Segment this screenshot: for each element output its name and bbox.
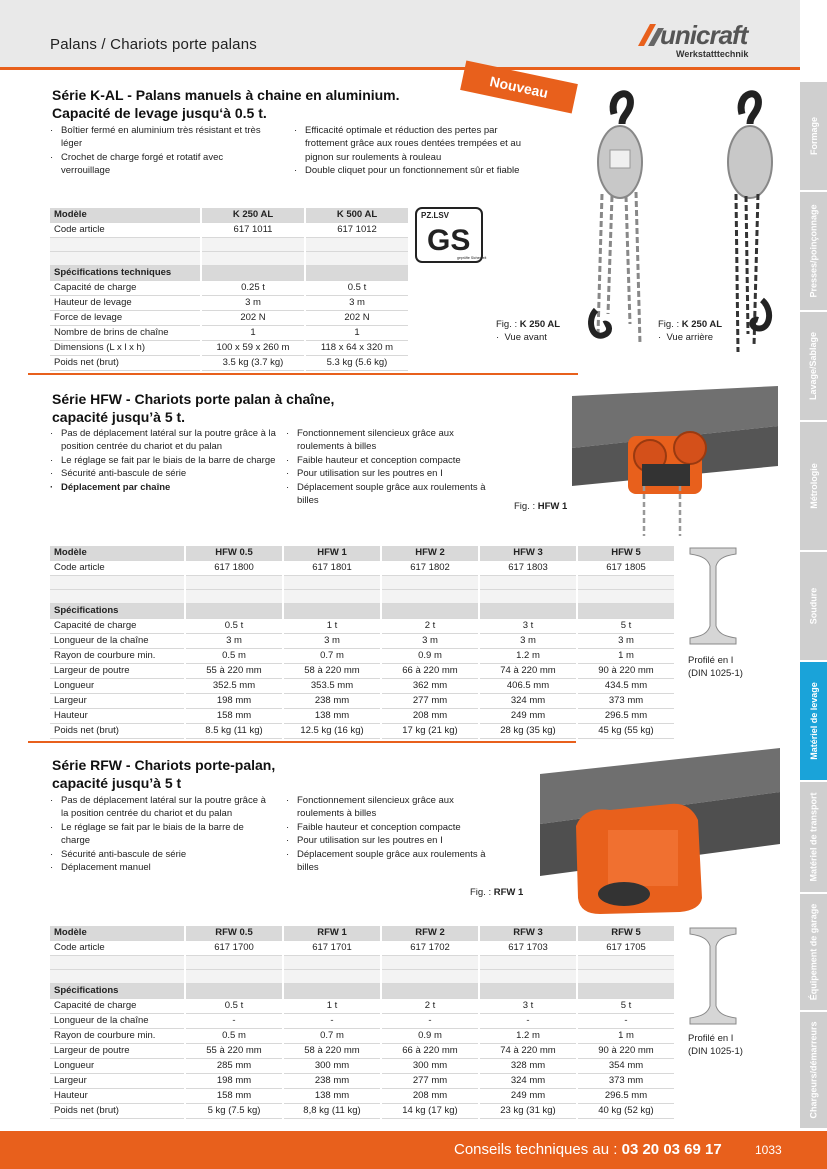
tab-label: Matériel de levage — [808, 682, 819, 760]
table-cell: 0.5 t — [186, 619, 282, 634]
table-cell: Hauteur — [50, 1089, 184, 1104]
table-row — [50, 1059, 674, 1074]
hfw-title — [52, 390, 334, 426]
table-cell: 328 mm — [480, 1059, 576, 1074]
table-cell: 66 à 220 mm — [382, 664, 478, 679]
table-row — [50, 999, 674, 1014]
kal-spec-table — [48, 208, 410, 371]
gs-mark: GS — [427, 224, 471, 257]
table-cell: 238 mm — [284, 694, 380, 709]
table-cell: 617 1705 — [578, 941, 674, 956]
hfw-title-line2: capacité jusqu’à 5 t. — [52, 409, 186, 425]
table-cell: 1 t — [284, 619, 380, 634]
table-cell: 0.5 t — [186, 999, 282, 1014]
table-cell: Code article — [50, 223, 200, 238]
table-cell: HFW 5 — [578, 546, 674, 561]
table-cell: HFW 2 — [382, 546, 478, 561]
table-cell: 23 kg (31 kg) — [480, 1104, 576, 1119]
table-subheader-row — [50, 984, 674, 999]
hfw-features-left — [50, 427, 276, 494]
tab-soudure[interactable] — [800, 552, 827, 662]
table-cell: HFW 1 — [284, 546, 380, 561]
fig-sub: Vue avant — [504, 332, 547, 343]
tab-label: Équipement de garage — [808, 903, 819, 1001]
table-cell: 3 m — [578, 634, 674, 649]
table-cell: Hauteur de levage — [50, 296, 200, 311]
tab-label: Presses/poinçonnage — [808, 204, 819, 298]
table-cell: K 250 AL — [202, 208, 304, 223]
table-cell: HFW 3 — [480, 546, 576, 561]
table-cell: Largeur de poutre — [50, 664, 184, 679]
table-cell: RFW 5 — [578, 926, 674, 941]
list-item: · Sécurité anti-bascule de série — [50, 848, 270, 861]
fig-prefix: Fig. : — [514, 501, 536, 512]
table-cell: 1.2 m — [480, 649, 576, 664]
header-rule — [0, 67, 800, 70]
table-header-row — [50, 546, 674, 561]
table-cell: 617 1700 — [186, 941, 282, 956]
table-cell: Nombre de brins de chaîne — [50, 326, 200, 341]
table-row — [50, 576, 674, 590]
list-item: · Crochet de charge forgé et rotatif avec verrouillage — [50, 151, 270, 178]
tab-lavage[interactable] — [800, 312, 827, 422]
kal-title — [52, 86, 400, 122]
table-cell: 1 — [202, 326, 304, 341]
table-cell: Capacité de charge — [50, 999, 184, 1014]
table-row — [50, 341, 408, 356]
page-footer — [0, 1131, 827, 1169]
hoist-front-image — [578, 84, 658, 356]
list-item: · Fonctionnement silencieux grâce aux roulements à billes — [286, 427, 496, 454]
brand-subtitle: Werkstatttechnik — [676, 49, 749, 59]
table-cell: HFW 0.5 — [186, 546, 282, 561]
tab-materiel-transport[interactable] — [800, 782, 827, 894]
table-cell: - — [480, 1014, 576, 1029]
table-cell: - — [284, 1014, 380, 1029]
table-row — [50, 649, 674, 664]
table-header-row — [50, 208, 408, 223]
hfw-trolley-image — [572, 386, 778, 538]
table-cell: 5 t — [578, 619, 674, 634]
table-cell: 28 kg (35 kg) — [480, 724, 576, 739]
table-cell: 300 mm — [284, 1059, 380, 1074]
table-cell: 434.5 mm — [578, 679, 674, 694]
table-cell: 198 mm — [186, 694, 282, 709]
table-cell: 617 1703 — [480, 941, 576, 956]
table-subheader-row — [50, 604, 674, 619]
table-cell: 617 1801 — [284, 561, 380, 576]
table-cell: 8,8 kg (11 kg) — [284, 1104, 380, 1119]
fig-prefix: Fig. : — [470, 887, 492, 898]
table-row — [50, 679, 674, 694]
list-item: · Le réglage se fait par le biais de la barre de charge — [50, 821, 270, 848]
table-cell: 90 à 220 mm — [578, 1044, 674, 1059]
table-cell: 5 t — [578, 999, 674, 1014]
rfw-features-right — [286, 794, 496, 874]
table-cell: Spécifications techniques — [50, 266, 200, 281]
table-cell: Longueur — [50, 679, 184, 694]
rfw-profile-caption — [688, 1032, 743, 1058]
table-cell: Capacité de charge — [50, 281, 200, 296]
table-cell: 202 N — [202, 311, 304, 326]
table-cell: 0.7 m — [284, 1029, 380, 1044]
list-item: · Faible hauteur et conception compacte — [286, 821, 496, 834]
table-row — [50, 561, 674, 576]
kal-features-left — [50, 124, 270, 178]
table-cell: 40 kg (52 kg) — [578, 1104, 674, 1119]
tab-label: Lavage/Sablage — [808, 331, 819, 401]
tab-presses[interactable] — [800, 192, 827, 312]
table-cell: 353.5 mm — [284, 679, 380, 694]
profile-caption-line1: Profilé en I — [688, 655, 734, 666]
table-cell: RFW 0.5 — [186, 926, 282, 941]
table-cell: Largeur — [50, 694, 184, 709]
table-cell: 100 x 59 x 260 m — [202, 341, 304, 356]
table-row — [50, 1104, 674, 1119]
table-row — [50, 634, 674, 649]
rfw-fig-caption — [470, 886, 523, 899]
table-cell: Rayon de courbure min. — [50, 1029, 184, 1044]
table-row — [50, 724, 674, 739]
table-cell: 3 m — [382, 634, 478, 649]
table-cell: 202 N — [306, 311, 408, 326]
table-row — [50, 252, 408, 266]
table-cell: 118 x 64 x 320 m — [306, 341, 408, 356]
table-cell: 1.2 m — [480, 1029, 576, 1044]
list-item: · Déplacement souple grâce aux roulements à billes — [286, 848, 496, 875]
table-row — [50, 238, 408, 252]
tab-equipement-garage[interactable] — [800, 894, 827, 1012]
table-cell: 373 mm — [578, 694, 674, 709]
table-cell: 0.25 t — [202, 281, 304, 296]
table-cell: 0.5 m — [186, 1029, 282, 1044]
table-cell: 617 1805 — [578, 561, 674, 576]
table-cell: Poids net (brut) — [50, 724, 184, 739]
table-cell: 3.5 kg (3.7 kg) — [202, 356, 304, 371]
table-cell: 373 mm — [578, 1074, 674, 1089]
cert-sub-text: geprüfte Sicherheit — [457, 256, 487, 260]
table-cell: 138 mm — [284, 709, 380, 724]
table-cell: 324 mm — [480, 1074, 576, 1089]
fig-name: HFW 1 — [537, 501, 568, 512]
table-cell: RFW 1 — [284, 926, 380, 941]
table-cell: 300 mm — [382, 1059, 478, 1074]
list-item: · Déplacement par chaîne — [50, 481, 276, 494]
table-cell: 296.5 mm — [578, 1089, 674, 1104]
table-cell: 12.5 kg (16 kg) — [284, 724, 380, 739]
fig-prefix: Fig. : — [496, 319, 518, 330]
table-cell: 0.9 m — [382, 1029, 478, 1044]
kal-title-line1: Série K-AL - Palans manuels à chaine en aluminium. — [52, 87, 400, 103]
table-cell: 617 1702 — [382, 941, 478, 956]
table-cell: Longueur de la chaîne — [50, 634, 184, 649]
table-row — [50, 1044, 674, 1059]
rfw-trolley-image — [540, 748, 780, 918]
hfw-fig-caption — [514, 500, 567, 513]
table-cell: 3 m — [306, 296, 408, 311]
tab-label: Formage — [808, 116, 819, 156]
table-cell: Code article — [50, 561, 184, 576]
table-cell: Hauteur — [50, 709, 184, 724]
hfw-spec-table — [48, 546, 676, 739]
table-row — [50, 941, 674, 956]
table-cell: 58 à 220 mm — [284, 664, 380, 679]
table-row — [50, 970, 674, 984]
tab-label: Matériel de transport — [808, 792, 819, 882]
list-item: · Déplacement souple grâce aux roulements à billes — [286, 481, 496, 508]
list-item: · Faible hauteur et conception compacte — [286, 454, 496, 467]
table-cell: 90 à 220 mm — [578, 664, 674, 679]
table-cell: 617 1011 — [202, 223, 304, 238]
table-cell: 66 à 220 mm — [382, 1044, 478, 1059]
table-cell: 74 à 220 mm — [480, 664, 576, 679]
table-row — [50, 296, 408, 311]
kal-fig-caption-rear: Fig. : K 250 AL · Vue arrière — [658, 319, 723, 343]
table-cell: Spécifications — [50, 984, 184, 999]
rfw-features-left — [50, 794, 270, 874]
table-cell: 3 m — [202, 296, 304, 311]
fig-prefix: Fig. : — [658, 319, 680, 330]
fig-sub: Vue arrière — [666, 332, 714, 343]
table-cell: 406.5 mm — [480, 679, 576, 694]
table-cell: 14 kg (17 kg) — [382, 1104, 478, 1119]
table-cell: 617 1800 — [186, 561, 282, 576]
table-cell: 277 mm — [382, 694, 478, 709]
table-subheader-row — [50, 266, 408, 281]
table-row — [50, 1089, 674, 1104]
rfw-i-beam-profile-image — [688, 926, 738, 1026]
tab-label: Chargeurs/démarreurs — [808, 1021, 819, 1119]
table-row — [50, 356, 408, 371]
table-row — [50, 956, 674, 970]
hfw-features-right — [286, 427, 496, 507]
rfw-title-line1: Série RFW - Chariots porte-palan, — [52, 757, 276, 773]
table-cell: 158 mm — [186, 1089, 282, 1104]
list-item: · Boîtier fermé en aluminium très résistant et très léger — [50, 124, 270, 151]
new-badge: Nouveau — [460, 60, 578, 113]
tab-metrologie[interactable] — [800, 422, 827, 552]
table-cell: 5.3 kg (5.6 kg) — [306, 356, 408, 371]
table-cell: 58 à 220 mm — [284, 1044, 380, 1059]
table-cell: Longueur de la chaîne — [50, 1014, 184, 1029]
table-row — [50, 223, 408, 238]
table-cell: 208 mm — [382, 1089, 478, 1104]
page-title: Palans / Chariots porte palans — [50, 36, 257, 53]
table-cell: 362 mm — [382, 679, 478, 694]
table-cell: 249 mm — [480, 709, 576, 724]
table-cell: 285 mm — [186, 1059, 282, 1074]
cert-top-text: PZ.LSV — [421, 211, 450, 220]
table-row — [50, 1014, 674, 1029]
tab-chargeurs[interactable] — [800, 1012, 827, 1130]
table-cell: 198 mm — [186, 1074, 282, 1089]
kal-title-line2: Capacité de levage jusqu‘à 0.5 t. — [52, 105, 267, 121]
table-cell: 138 mm — [284, 1089, 380, 1104]
profile-caption-line2: (DIN 1025-1) — [688, 668, 743, 679]
page-number: 1033 — [755, 1143, 782, 1157]
table-cell: Modèle — [50, 926, 184, 941]
table-cell: 3 m — [284, 634, 380, 649]
table-cell: 1 m — [578, 1029, 674, 1044]
table-cell: Longueur — [50, 1059, 184, 1074]
table-cell: Modèle — [50, 546, 184, 561]
table-cell: 277 mm — [382, 1074, 478, 1089]
hfw-title-line1: Série HFW - Chariots porte palan à chaîne, — [52, 391, 335, 407]
table-cell: 0.9 m — [382, 649, 478, 664]
table-cell: - — [186, 1014, 282, 1029]
tab-label: Soudure — [808, 587, 819, 625]
table-cell: Poids net (brut) — [50, 356, 200, 371]
table-row — [50, 311, 408, 326]
rfw-title-line2: capacité jusqu’à 5 t — [52, 775, 182, 791]
fig-name: K 250 AL — [519, 319, 561, 330]
list-item: · Pour utilisation sur les poutres en I — [286, 467, 496, 480]
table-cell: 3 m — [480, 634, 576, 649]
section-divider — [28, 741, 576, 743]
table-cell: 0.5 t — [306, 281, 408, 296]
table-row — [50, 709, 674, 724]
hfw-profile-caption — [688, 654, 743, 680]
table-cell: 3 t — [480, 619, 576, 634]
table-cell: 17 kg (21 kg) — [382, 724, 478, 739]
table-cell: Modèle — [50, 208, 200, 223]
tab-formage[interactable] — [800, 82, 827, 192]
rfw-title — [52, 756, 275, 792]
table-cell: 324 mm — [480, 694, 576, 709]
fig-name: K 250 AL — [681, 319, 723, 330]
kal-features-right — [294, 124, 526, 178]
table-cell: 8.5 kg (11 kg) — [186, 724, 282, 739]
table-cell: 1 — [306, 326, 408, 341]
table-cell: 0.5 m — [186, 649, 282, 664]
table-cell: 238 mm — [284, 1074, 380, 1089]
table-cell: 2 t — [382, 999, 478, 1014]
tab-materiel-levage[interactable] — [800, 662, 827, 782]
table-cell: Largeur de poutre — [50, 1044, 184, 1059]
table-row — [50, 326, 408, 341]
list-item: · Pas de déplacement latéral sur la poutre grâce à la position centrée du chariot et du palan — [50, 427, 276, 454]
advice-phone: 03 20 03 69 17 — [621, 1141, 722, 1158]
table-cell: 55 à 220 mm — [186, 1044, 282, 1059]
list-item: · Pas de déplacement latéral sur la poutre grâce à la position centrée du chariot et du palan — [50, 794, 270, 821]
table-cell: RFW 3 — [480, 926, 576, 941]
table-cell: Code article — [50, 941, 184, 956]
table-cell: 74 à 220 mm — [480, 1044, 576, 1059]
table-cell: 0.7 m — [284, 649, 380, 664]
table-cell: K 500 AL — [306, 208, 408, 223]
advice-label: Conseils techniques au : — [454, 1141, 618, 1158]
list-item: · Double cliquet pour un fonctionnement sûr et fiable — [294, 164, 526, 177]
table-cell: 352.5 mm — [186, 679, 282, 694]
fig-name: RFW 1 — [493, 887, 524, 898]
table-cell: Dimensions (L x l x h) — [50, 341, 200, 356]
table-cell: 208 mm — [382, 709, 478, 724]
table-cell: 45 kg (55 kg) — [578, 724, 674, 739]
table-cell: 617 1012 — [306, 223, 408, 238]
table-cell: Poids net (brut) — [50, 1104, 184, 1119]
hoist-rear-image — [712, 84, 784, 356]
kal-fig-caption-front: Fig. : K 250 AL · Vue avant — [496, 319, 561, 343]
table-cell: 617 1803 — [480, 561, 576, 576]
table-cell: 354 mm — [578, 1059, 674, 1074]
hfw-i-beam-profile-image — [688, 546, 738, 646]
table-row — [50, 1074, 674, 1089]
table-cell: 158 mm — [186, 709, 282, 724]
profile-caption-line2: (DIN 1025-1) — [688, 1046, 743, 1057]
table-cell: 2 t — [382, 619, 478, 634]
table-row — [50, 619, 674, 634]
table-cell: 55 à 220 mm — [186, 664, 282, 679]
list-item: · Sécurité anti-bascule de série — [50, 467, 276, 480]
table-cell: 249 mm — [480, 1089, 576, 1104]
table-cell: 5 kg (7.5 kg) — [186, 1104, 282, 1119]
table-row — [50, 694, 674, 709]
table-cell: 1 t — [284, 999, 380, 1014]
section-divider — [28, 373, 578, 375]
list-item: · Efficacité optimale et réduction des pertes par frottement grâce aux roues dentées trempées et au pignon sur roulements à rouleau — [294, 124, 526, 164]
table-cell: Force de levage — [50, 311, 200, 326]
table-cell: 617 1802 — [382, 561, 478, 576]
table-cell: Largeur — [50, 1074, 184, 1089]
list-item: · Déplacement manuel — [50, 861, 270, 874]
list-item: · Pour utilisation sur les poutres en I — [286, 834, 496, 847]
table-cell: 1 m — [578, 649, 674, 664]
table-row — [50, 590, 674, 604]
list-item: · Le réglage se fait par le biais de la barre de charge — [50, 454, 276, 467]
tab-label: Métrologie — [808, 463, 819, 509]
profile-caption-line1: Profilé en I — [688, 1033, 734, 1044]
table-cell: - — [382, 1014, 478, 1029]
table-cell: Spécifications — [50, 604, 184, 619]
table-cell: 296.5 mm — [578, 709, 674, 724]
table-cell: - — [578, 1014, 674, 1029]
table-cell: Rayon de courbure min. — [50, 649, 184, 664]
table-cell: 3 t — [480, 999, 576, 1014]
gs-certification-logo — [415, 207, 487, 263]
table-row — [50, 1029, 674, 1044]
table-cell: 617 1701 — [284, 941, 380, 956]
brand-name: unicraft — [660, 20, 748, 50]
table-cell: 3 m — [186, 634, 282, 649]
table-cell: Capacité de charge — [50, 619, 184, 634]
technical-advice-text — [454, 1141, 722, 1158]
table-header-row — [50, 926, 674, 941]
table-row — [50, 664, 674, 679]
table-cell: RFW 2 — [382, 926, 478, 941]
table-row — [50, 281, 408, 296]
list-item: · Fonctionnement silencieux grâce aux roulements à billes — [286, 794, 496, 821]
brand-logo — [636, 18, 796, 62]
rfw-spec-table — [48, 926, 676, 1119]
